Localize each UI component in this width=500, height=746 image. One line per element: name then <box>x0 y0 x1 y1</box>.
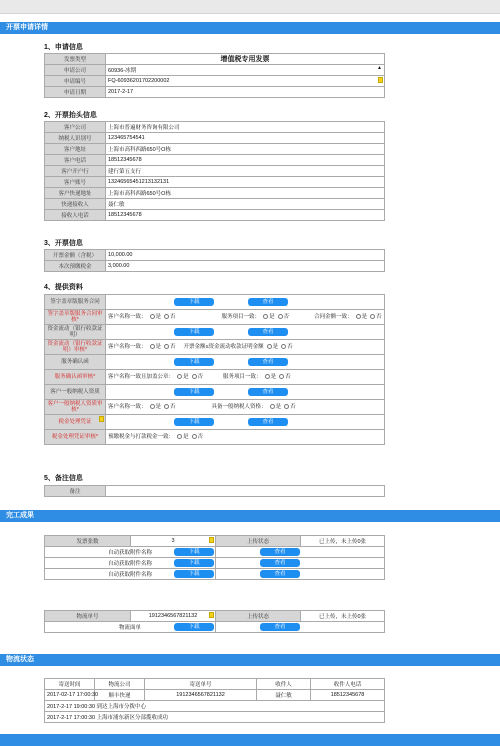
tracking-cell: 聂仁敏 <box>257 690 311 701</box>
radio-yes[interactable] <box>177 434 182 439</box>
attachment-name-2: 自动获取附件名称 <box>45 558 216 569</box>
doc-tax-proof-review-label: 税金处理凭证审核* <box>45 430 106 445</box>
radio-yes-label: 是 <box>155 344 162 350</box>
radio-yes-label: 是 <box>183 374 189 380</box>
waybill-image-label: 物流面单 <box>45 622 216 633</box>
radio-yes[interactable] <box>265 374 270 379</box>
invoice-type-label: 发票类型 <box>45 54 106 65</box>
view-button[interactable]: 查看 <box>260 570 300 578</box>
attachment-name-1: 自动获取附件名称 <box>45 547 216 558</box>
check-service-item-label: 服务项目一致： <box>223 374 262 380</box>
invoice-type-value: 增值税专用发票 <box>106 54 385 65</box>
header-info-value: 18512345678 <box>106 155 385 166</box>
invoice-count-cell <box>131 536 216 547</box>
download-button[interactable]: 下载 <box>174 358 214 366</box>
header-info-value: 123465754541 <box>106 133 385 144</box>
apply-date-value: 2017-2-17 <box>106 87 385 98</box>
header-info-value: 聂仁敏 <box>106 199 385 210</box>
radio-yes[interactable] <box>263 314 268 319</box>
view-button[interactable]: 查看 <box>248 388 288 396</box>
tracking-header-cell: 物流公司 <box>95 679 145 690</box>
doc-taxpayer-review-label: 客户一般纳税人资质审核* <box>45 400 106 415</box>
header-info-label: 接收人电话 <box>45 210 106 221</box>
radio-no-label: 否 <box>376 314 382 320</box>
view-button[interactable]: 查看 <box>260 548 300 556</box>
note-icon[interactable] <box>209 537 214 543</box>
radio-no-label: 否 <box>197 374 204 380</box>
radio-no[interactable] <box>164 404 169 409</box>
upload-status-label: 上传状态 <box>216 536 301 547</box>
invoice-count-value: 3 <box>171 538 175 544</box>
header-info-row <box>45 133 385 144</box>
radio-yes[interactable] <box>267 344 272 349</box>
radio-no-label: 否 <box>197 434 204 440</box>
doc-confirm-label: 服务确认函 <box>45 355 106 370</box>
amount-info-heading: 3、开票信息 <box>44 240 83 247</box>
check-service-item-label: 服务项目一致： <box>221 314 261 320</box>
header-info-label: 客户账号 <box>45 177 106 188</box>
radio-yes[interactable] <box>150 344 155 349</box>
doc-contract-review-label: 签字盖章版服务合同审核* <box>45 310 106 325</box>
view-button[interactable]: 查看 <box>260 559 300 567</box>
tracking-cell: 2017-02-17 17:00:30 <box>45 690 95 701</box>
doc-taxpayer-label: 客户一般纳税人资质 <box>45 385 106 400</box>
radio-no-label: 否 <box>170 314 176 320</box>
logistics-upload-table <box>44 610 385 633</box>
header-info-heading: 2、开票抬头信息 <box>44 112 97 119</box>
upload-status-label: 上传状态 <box>216 611 301 622</box>
tracking-header-cell: 寄送单号 <box>145 679 257 690</box>
invoice-count-label: 发票张数 <box>45 536 131 547</box>
remark-label: 备注 <box>45 486 106 497</box>
radio-no[interactable] <box>279 374 284 379</box>
doc-funds-label: 资金流动（银行收款证明） <box>45 325 106 340</box>
section-bar-completion: 完工成果 <box>0 510 500 522</box>
header-info-label: 纳税人识别号 <box>45 133 106 144</box>
radio-yes-label: 是 <box>361 314 368 320</box>
radio-yes-label: 是 <box>155 314 162 320</box>
header-info-label: 快递接收人 <box>45 199 106 210</box>
radio-yes-label: 是 <box>155 404 162 410</box>
radio-no-label: 否 <box>287 344 293 350</box>
view-button[interactable]: 查看 <box>248 328 288 336</box>
apply-no-value-cell <box>106 76 385 87</box>
tax-label: 本次预缴税金 <box>45 261 106 272</box>
check-customer-name-label: 客户名称一致： <box>108 314 147 320</box>
section-bar-logistics: 物流状态 <box>0 654 500 666</box>
note-icon[interactable] <box>378 77 383 83</box>
download-button[interactable]: 下载 <box>174 328 214 336</box>
header-info-row <box>45 188 385 199</box>
doc-funds-review-label: 资金流动（银行收款证明）审核* <box>45 340 106 355</box>
check-contract-amount-label: 合同金额一致： <box>314 314 353 320</box>
tracking-header-cell: 收件人 <box>257 679 311 690</box>
download-button[interactable]: 下载 <box>174 559 214 567</box>
radio-yes[interactable] <box>150 314 155 319</box>
header-info-label: 客户开户行 <box>45 166 106 177</box>
radio-no[interactable] <box>281 344 286 349</box>
view-button[interactable]: 查看 <box>248 298 288 306</box>
radio-no-label: 否 <box>170 404 176 410</box>
header-info-label: 客户快递地址 <box>45 188 106 199</box>
radio-no[interactable] <box>164 344 169 349</box>
waybill-no-cell <box>131 611 216 622</box>
tracking-cell: 顺丰快递 <box>95 690 145 701</box>
remark-table <box>44 485 385 497</box>
view-button[interactable]: 查看 <box>260 623 300 631</box>
check-tax-match-label: 预缴税金与打款税金一致： <box>108 434 175 440</box>
tracking-cell: 1912346567821132 <box>145 690 257 701</box>
section-bar-invoice-detail: 开票申请详情 <box>0 22 500 34</box>
header-info-label: 客户地址 <box>45 144 106 155</box>
tax-value: 3,000.00 <box>106 261 385 272</box>
section-bar-next <box>0 734 500 746</box>
header-info-value: 上海市高科西路650号O栋 <box>106 188 385 199</box>
header-info-row <box>45 122 385 133</box>
radio-yes[interactable] <box>150 404 155 409</box>
attachment-name-3: 自动获取附件名称 <box>45 569 216 580</box>
header-info-label: 客户电话 <box>45 155 106 166</box>
apply-info-heading: 1、申请信息 <box>44 44 83 51</box>
docs-heading: 4、提供资料 <box>44 284 83 291</box>
radio-no-label: 否 <box>170 344 176 350</box>
header-info-row <box>45 144 385 155</box>
apply-date-label: 申请日期 <box>45 87 106 98</box>
download-button[interactable]: 下载 <box>174 548 214 556</box>
radio-no[interactable] <box>284 404 289 409</box>
doc-tax-proof-label: 税金处理凭证 <box>58 419 92 425</box>
header-info-row <box>45 199 385 210</box>
radio-yes-label: 是 <box>270 374 277 380</box>
waybill-no-label: 物流单号 <box>45 611 131 622</box>
doc-confirm-review-label: 服务确认函审核* <box>45 370 106 385</box>
apply-no-value: FQ-60936201702200002 <box>108 78 170 84</box>
apply-no-label: 申请编号 <box>45 76 106 87</box>
header-info-value: 上海市普遍财务咨询有限公司 <box>106 122 385 133</box>
apply-company-label: 申请公司 <box>45 65 106 76</box>
radio-no[interactable] <box>192 374 197 379</box>
header-info-row <box>45 177 385 188</box>
docs-table <box>44 294 385 445</box>
download-button[interactable]: 下载 <box>174 418 214 426</box>
download-button[interactable]: 下载 <box>174 298 214 306</box>
radio-no[interactable] <box>370 314 375 319</box>
radio-yes[interactable] <box>356 314 361 319</box>
download-button[interactable]: 下载 <box>174 570 214 578</box>
header-info-value: 上海市高科西路650号O栋 <box>106 144 385 155</box>
header-info-value: 13246565451213132131 <box>106 177 385 188</box>
header-info-value: 18512345678 <box>106 210 385 221</box>
results-table <box>44 535 385 580</box>
tracking-event-1: 2017-2-17 19:00:30 到达上海市分拨中心 <box>45 701 385 712</box>
check-seal-label: 客户名称一致且加盖公章： <box>108 374 175 380</box>
check-customer-name-label: 客户名称一致： <box>108 344 147 350</box>
amount-info-table <box>44 249 385 272</box>
note-icon[interactable] <box>99 416 104 422</box>
radio-yes[interactable] <box>177 374 182 379</box>
tracking-header-cell: 收件人电话 <box>311 679 385 690</box>
tracking-header-cell: 寄送时间 <box>45 679 95 690</box>
remark-heading: 5、备注信息 <box>44 475 83 482</box>
check-customer-name-label: 客户名称一致： <box>108 404 147 410</box>
apply-company-field[interactable] <box>106 65 385 76</box>
radio-no[interactable] <box>164 314 169 319</box>
waybill-no-value: 1912346567821132 <box>148 613 198 619</box>
radio-no[interactable] <box>278 314 283 319</box>
header-info-row <box>45 166 385 177</box>
radio-no[interactable] <box>192 434 197 439</box>
download-button[interactable]: 下载 <box>174 623 214 631</box>
browser-top-bar <box>0 0 500 14</box>
amount-value: 10,000.00 <box>106 250 385 261</box>
tracking-cell: 18512345678 <box>311 690 385 701</box>
doc-contract-label: 签字盖章版服务合同 <box>45 295 106 310</box>
upload-status-value: 已上传，未上传0张 <box>301 536 385 547</box>
header-info-value: 建行第五支行 <box>106 166 385 177</box>
note-icon[interactable] <box>209 612 214 618</box>
radio-no-label: 否 <box>290 404 296 410</box>
upload-status-value: 已上传，未上传0张 <box>301 611 385 622</box>
apply-info-table <box>44 53 385 98</box>
radio-yes-label: 是 <box>272 344 279 350</box>
remark-input[interactable] <box>106 486 385 497</box>
amount-label: 开票金额（含税） <box>45 250 106 261</box>
radio-yes-label: 是 <box>275 404 282 410</box>
check-amount-label: 开票金额≤资金流动收款证明金额 <box>183 344 264 350</box>
apply-company-value: 60936-冰期 <box>108 68 137 74</box>
tracking-table <box>44 678 385 723</box>
download-button[interactable]: 下载 <box>174 388 214 396</box>
tracking-event-2: 2017-2-17 17:00:30 上海市浦东新区分部揽收成功 <box>45 712 385 723</box>
radio-yes[interactable] <box>270 404 275 409</box>
header-info-table <box>44 121 385 221</box>
radio-no-label: 否 <box>283 314 290 320</box>
radio-no-label: 否 <box>285 374 291 380</box>
header-info-label: 客户公司 <box>45 122 106 133</box>
header-info-row <box>45 155 385 166</box>
check-taxpayer-qualified-label: 具备一般纳税人资格： <box>211 404 267 410</box>
header-info-row <box>45 210 385 221</box>
view-button[interactable]: 查看 <box>248 418 288 426</box>
radio-yes-label: 是 <box>183 434 189 440</box>
doc-tax-proof-label-cell <box>45 415 106 430</box>
dropdown-icon[interactable]: ▲ <box>377 65 382 71</box>
view-button[interactable]: 查看 <box>248 358 288 366</box>
radio-yes-label: 是 <box>269 314 275 320</box>
